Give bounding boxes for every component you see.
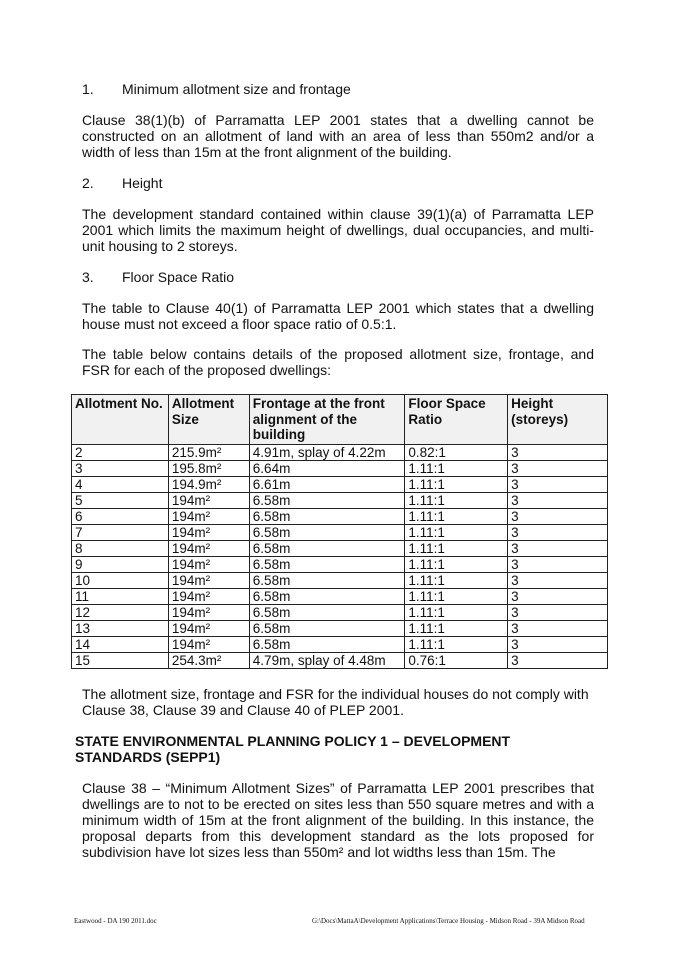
cell-floor-space-ratio: 0.82:1: [405, 444, 508, 460]
paragraph-non-compliance: The allotment size, frontage and FSR for the individual houses do not comply with Clause 38, Clause 39 and Clause 40 of PLEP 2001.: [82, 686, 589, 718]
cell-floor-space-ratio: 1.11:1: [405, 604, 508, 620]
sepp1-heading: STATE ENVIRONMENTAL PLANNING POLICY 1 – DEVELOPMENT STANDARDS (SEPP1): [75, 733, 511, 765]
cell-height: 3: [508, 492, 608, 508]
cell-floor-space-ratio: 1.11:1: [405, 460, 508, 476]
cell-floor-space-ratio: 1.11:1: [405, 492, 508, 508]
cell-floor-space-ratio: 1.11:1: [405, 588, 508, 604]
cell-allotment-no: 12: [72, 604, 169, 620]
paragraph-height: The development standard contained within clause 39(1)(a) of Parramatta LEP 2001 which limits the maximum height of dwellings, dual occupancies, and multi-unit housing to 2 storeys.: [82, 206, 594, 254]
cell-frontage: 6.58m: [249, 588, 405, 604]
cell-height: 3: [508, 524, 608, 540]
cell-frontage: 6.58m: [249, 540, 405, 556]
cell-height: 3: [508, 652, 608, 668]
section-heading-floor-space-ratio: [82, 268, 234, 286]
table-body: [72, 444, 608, 668]
column-header-frontage: Frontage at the front alignment of the building: [249, 395, 405, 445]
cell-allotment-size: 194m²: [168, 540, 249, 556]
allotment-table: [71, 394, 608, 669]
cell-allotment-size: 194.9m²: [168, 476, 249, 492]
cell-frontage: 6.58m: [249, 604, 405, 620]
cell-floor-space-ratio: 1.11:1: [405, 508, 508, 524]
cell-allotment-size: 215.9m²: [168, 444, 249, 460]
cell-frontage: 6.58m: [249, 508, 405, 524]
cell-height: 3: [508, 460, 608, 476]
section-title: Minimum allotment size and frontage: [122, 81, 351, 97]
cell-floor-space-ratio: 0.76:1: [405, 652, 508, 668]
cell-allotment-size: 194m²: [168, 620, 249, 636]
cell-allotment-size: 194m²: [168, 556, 249, 572]
cell-allotment-no: 9: [72, 556, 169, 572]
table-row: [72, 636, 608, 652]
cell-floor-space-ratio: 1.11:1: [405, 572, 508, 588]
section-number: 3.: [82, 269, 94, 285]
table-row: [72, 652, 608, 668]
cell-allotment-size: 194m²: [168, 636, 249, 652]
cell-allotment-size: 194m²: [168, 508, 249, 524]
cell-allotment-no: 3: [72, 460, 169, 476]
cell-allotment-no: 13: [72, 620, 169, 636]
cell-floor-space-ratio: 1.11:1: [405, 556, 508, 572]
section-number: 2.: [82, 175, 94, 191]
cell-allotment-no: 5: [72, 492, 169, 508]
paragraph-table-intro: The table below contains details of the proposed allotment size, frontage, and FSR for each of the proposed dwellings:: [82, 346, 594, 378]
table-row: [72, 604, 608, 620]
cell-frontage: 6.58m: [249, 572, 405, 588]
cell-allotment-no: 7: [72, 524, 169, 540]
cell-height: 3: [508, 588, 608, 604]
cell-floor-space-ratio: 1.11:1: [405, 476, 508, 492]
footer-filename: Eastwood - DA 190 2011.doc: [74, 917, 157, 925]
cell-frontage: 4.79m, splay of 4.48m: [249, 652, 405, 668]
cell-allotment-size: 194m²: [168, 604, 249, 620]
paragraph-floor-space-ratio: The table to Clause 40(1) of Parramatta LEP 2001 which states that a dwelling house must not exceed a floor space ratio of 0.5:1.: [82, 300, 594, 332]
section-number: 1.: [82, 81, 94, 97]
cell-height: 3: [508, 444, 608, 460]
table-row: [72, 460, 608, 476]
cell-height: 3: [508, 636, 608, 652]
cell-allotment-no: 4: [72, 476, 169, 492]
table-row: [72, 476, 608, 492]
table-row: [72, 620, 608, 636]
cell-allotment-size: 194m²: [168, 492, 249, 508]
cell-allotment-size: 194m²: [168, 572, 249, 588]
cell-allotment-no: 2: [72, 444, 169, 460]
paragraph-minimum-allotment: Clause 38(1)(b) of Parramatta LEP 2001 states that a dwelling cannot be constructed on an allotment of land with an area of less than 550m2 and/or a width of less than 15m at the front alignment of the building.: [82, 112, 594, 160]
cell-allotment-no: 11: [72, 588, 169, 604]
cell-frontage: 6.58m: [249, 620, 405, 636]
cell-allotment-size: 195.8m²: [168, 460, 249, 476]
paragraph-sepp1: Clause 38 – “Minimum Allotment Sizes” of Parramatta LEP 2001 prescribes that dwellings are to not to be erected on sites less than 550 square metres and with a minimum width of 15m at the front alignment of the building. In this instance, the proposal departs from this development standard as the lots proposed for subdivision have lot sizes less than 550m² and lot widths less than 15m. The: [82, 780, 594, 860]
cell-allotment-size: 194m²: [168, 588, 249, 604]
table-row: [72, 588, 608, 604]
column-header-floor-space-ratio: Floor Space Ratio: [405, 395, 508, 445]
cell-height: 3: [508, 540, 608, 556]
cell-floor-space-ratio: 1.11:1: [405, 524, 508, 540]
cell-frontage: 6.64m: [249, 460, 405, 476]
cell-allotment-size: 254.3m²: [168, 652, 249, 668]
section-heading-height: [82, 174, 162, 192]
cell-frontage: 6.58m: [249, 636, 405, 652]
table-row: [72, 508, 608, 524]
table-row: [72, 540, 608, 556]
cell-allotment-no: 14: [72, 636, 169, 652]
table-row: [72, 524, 608, 540]
section-title: Floor Space Ratio: [122, 269, 235, 285]
cell-allotment-no: 15: [72, 652, 169, 668]
cell-frontage: 4.91m, splay of 4.22m: [249, 444, 405, 460]
cell-floor-space-ratio: 1.11:1: [405, 636, 508, 652]
table-row: [72, 492, 608, 508]
cell-frontage: 6.58m: [249, 492, 405, 508]
table-row: [72, 556, 608, 572]
column-header-allotment-size: Allotment Size: [168, 395, 249, 445]
table-header-row: [72, 395, 608, 445]
cell-height: 3: [508, 476, 608, 492]
cell-allotment-no: 8: [72, 540, 169, 556]
cell-height: 3: [508, 508, 608, 524]
cell-frontage: 6.58m: [249, 524, 405, 540]
cell-height: 3: [508, 604, 608, 620]
cell-allotment-no: 6: [72, 508, 169, 524]
section-heading-minimum-allotment: [82, 80, 351, 98]
cell-allotment-no: 10: [72, 572, 169, 588]
footer-filepath: G:\Docs\MattaA\Development Applications\Terrace Housing - Midson Road - 39A Midson Road: [312, 917, 585, 925]
column-header-allotment-no: Allotment No.: [72, 395, 169, 445]
cell-floor-space-ratio: 1.11:1: [405, 540, 508, 556]
table-row: [72, 572, 608, 588]
cell-height: 3: [508, 572, 608, 588]
cell-height: 3: [508, 620, 608, 636]
table-row: [72, 444, 608, 460]
cell-frontage: 6.61m: [249, 476, 405, 492]
cell-height: 3: [508, 556, 608, 572]
section-title: Height: [122, 175, 163, 191]
cell-allotment-size: 194m²: [168, 524, 249, 540]
column-header-height: Height (storeys): [508, 395, 608, 445]
cell-frontage: 6.58m: [249, 556, 405, 572]
cell-floor-space-ratio: 1.11:1: [405, 620, 508, 636]
